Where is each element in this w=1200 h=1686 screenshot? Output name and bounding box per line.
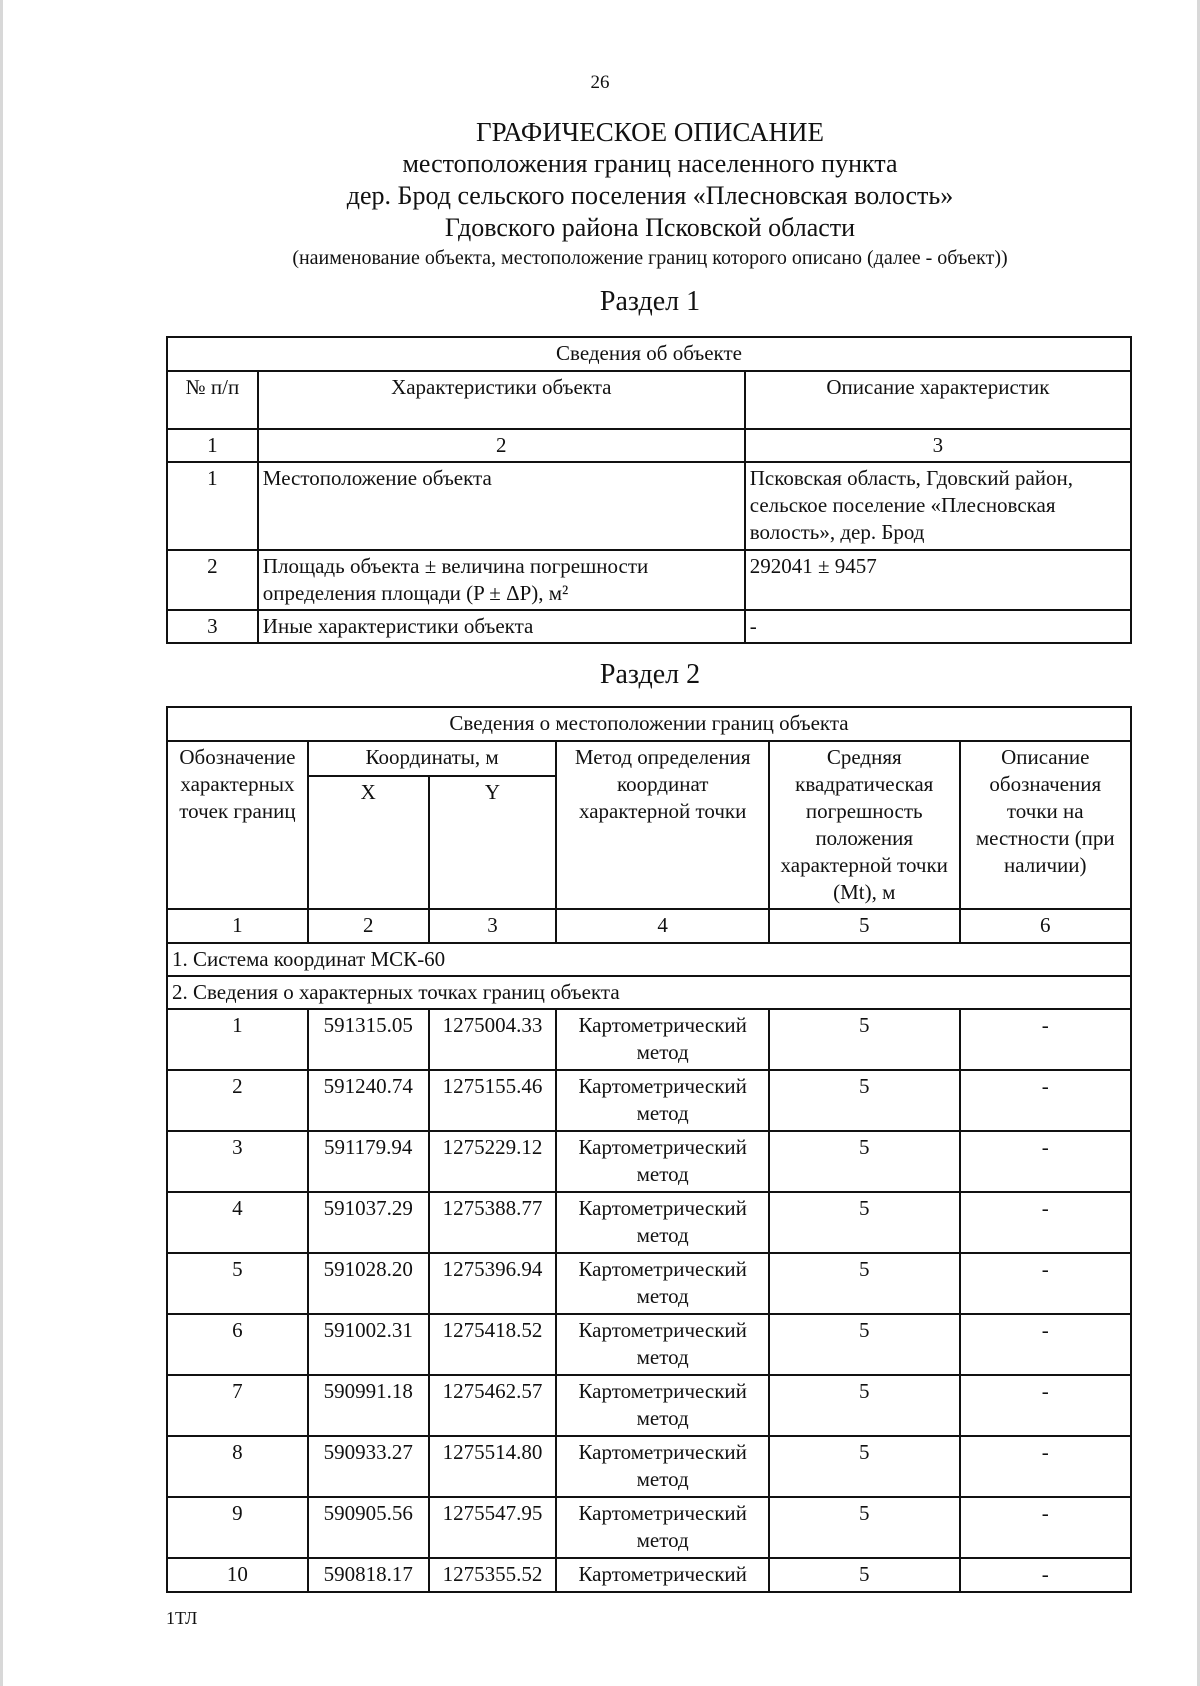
point-x: 590905.56: [308, 1497, 429, 1558]
point-description: -: [960, 1253, 1132, 1314]
title-subtitle: (наименование объекта, местоположение границ которого описано (далее - объект)): [292, 247, 1008, 269]
table-row: [167, 462, 1131, 550]
point-x: 591240.74: [308, 1070, 429, 1131]
point-description: -: [960, 1131, 1132, 1192]
point-number: 4: [167, 1192, 308, 1253]
title-line-1: ГРАФИЧЕСКОЕ ОПИСАНИЕ: [475, 117, 825, 147]
point-mt: 5: [769, 1375, 960, 1436]
object-info-table: [166, 336, 1132, 644]
header-method: Метод определения координат характерной точки: [556, 741, 769, 909]
point-method: Картометрический метод: [556, 1375, 769, 1436]
point-number: 5: [167, 1253, 308, 1314]
points-info-row: 2. Сведения о характерных точках границ объекта: [167, 976, 1131, 1009]
header-description: Описание характеристик: [745, 371, 1131, 429]
table-row: [167, 1375, 1131, 1436]
points-body: [167, 1009, 1131, 1592]
point-method: Картометрический метод: [556, 1314, 769, 1375]
header-y: Y: [429, 776, 557, 909]
col-number: 2: [308, 909, 429, 943]
table-row: [167, 1070, 1131, 1131]
point-number: 2: [167, 1070, 308, 1131]
point-number: 9: [167, 1497, 308, 1558]
point-description: -: [960, 1375, 1132, 1436]
point-mt: 5: [769, 1131, 960, 1192]
point-number: 10: [167, 1558, 308, 1592]
title-line-2: местоположения границ населенного пункта: [402, 149, 898, 178]
point-x: 590991.18: [308, 1375, 429, 1436]
point-mt: 5: [769, 1497, 960, 1558]
point-y: 1275396.94: [429, 1253, 557, 1314]
header-coordinates: Координаты, м: [308, 741, 557, 776]
table-row: [167, 1436, 1131, 1497]
col-number: 2: [258, 429, 745, 462]
point-y: 1275462.57: [429, 1375, 557, 1436]
col-number: 1: [167, 909, 308, 943]
point-method: Картометрический: [556, 1558, 769, 1592]
row-name: Иные характеристики объекта: [258, 610, 745, 643]
point-number: 1: [167, 1009, 308, 1070]
row-value: -: [745, 610, 1131, 643]
point-y: 1275388.77: [429, 1192, 557, 1253]
point-description: -: [960, 1070, 1132, 1131]
header-characteristics: Характеристики объекта: [258, 371, 745, 429]
point-mt: 5: [769, 1192, 960, 1253]
row-value: Псковская область, Гдовский район, сельское поселение «Плесновская волость», дер. Брод: [745, 462, 1131, 550]
header-point-description: Описание обозначения точки на местности (при наличии): [960, 741, 1132, 909]
col-number: 1: [167, 429, 258, 462]
footer-code: 1ТЛ: [166, 1608, 198, 1628]
point-mt: 5: [769, 1009, 960, 1070]
point-mt: 5: [769, 1314, 960, 1375]
point-method: Картометрический метод: [556, 1253, 769, 1314]
point-x: 591028.20: [308, 1253, 429, 1314]
point-x: 590933.27: [308, 1436, 429, 1497]
document-title: [0, 116, 1200, 272]
point-mt: 5: [769, 1253, 960, 1314]
point-method: Картометрический метод: [556, 1192, 769, 1253]
title-line-3: дер. Брод сельского поселения «Плесновская волость»: [346, 181, 954, 210]
point-y: 1275155.46: [429, 1070, 557, 1131]
table-row: [167, 1253, 1131, 1314]
col-number: 3: [745, 429, 1131, 462]
point-description: -: [960, 1009, 1132, 1070]
point-y: 1275355.52: [429, 1558, 557, 1592]
row-value: 292041 ± 9457: [745, 550, 1131, 610]
table-row: [167, 1192, 1131, 1253]
point-y: 1275547.95: [429, 1497, 557, 1558]
table-row: [167, 1558, 1131, 1592]
table-row: [167, 1314, 1131, 1375]
point-number: 7: [167, 1375, 308, 1436]
point-description: -: [960, 1436, 1132, 1497]
boundary-points-table: [166, 706, 1132, 1593]
table-row: [167, 610, 1131, 643]
point-description: -: [960, 1314, 1132, 1375]
point-number: 8: [167, 1436, 308, 1497]
page-number: 26: [590, 72, 610, 93]
point-description: -: [960, 1497, 1132, 1558]
coordinate-system-row: 1. Система координат МСК-60: [167, 943, 1131, 976]
point-description: -: [960, 1192, 1132, 1253]
point-method: Картометрический метод: [556, 1436, 769, 1497]
point-method: Картометрический метод: [556, 1070, 769, 1131]
row-num: 3: [167, 610, 258, 643]
boundary-table-title: Сведения о местоположении границ объекта: [167, 707, 1131, 741]
point-y: 1275418.52: [429, 1314, 557, 1375]
row-name: Местоположение объекта: [258, 462, 745, 550]
point-x: 591315.05: [308, 1009, 429, 1070]
point-description: -: [960, 1558, 1132, 1592]
header-error: Средняя квадратическая погрешность положения характерной точки (Mt), м: [769, 741, 960, 909]
point-mt: 5: [769, 1436, 960, 1497]
row-num: 2: [167, 550, 258, 610]
point-y: 1275229.12: [429, 1131, 557, 1192]
point-y: 1275514.80: [429, 1436, 557, 1497]
point-x: 591037.29: [308, 1192, 429, 1253]
point-mt: 5: [769, 1558, 960, 1592]
point-x: 591179.94: [308, 1131, 429, 1192]
point-method: Картометрический метод: [556, 1497, 769, 1558]
point-number: 3: [167, 1131, 308, 1192]
point-method: Картометрический метод: [556, 1009, 769, 1070]
header-point: Обозначение характерных точек границ: [167, 741, 308, 909]
col-number: 3: [429, 909, 557, 943]
point-x: 591002.31: [308, 1314, 429, 1375]
table-row: [167, 550, 1131, 610]
point-x: 590818.17: [308, 1558, 429, 1592]
point-mt: 5: [769, 1070, 960, 1131]
table-row: [167, 1131, 1131, 1192]
section-2-title: Раздел 2: [599, 659, 701, 690]
object-info-table-title: Сведения об объекте: [167, 337, 1131, 371]
section-1-title: Раздел 1: [599, 286, 701, 317]
point-method: Картометрический метод: [556, 1131, 769, 1192]
header-num: № п/п: [167, 371, 258, 429]
col-number: 4: [556, 909, 769, 943]
table-row: [167, 1497, 1131, 1558]
header-x: X: [308, 776, 429, 909]
point-y: 1275004.33: [429, 1009, 557, 1070]
row-num: 1: [167, 462, 258, 550]
title-line-4: Гдовского района Псковской области: [444, 213, 856, 242]
col-number: 5: [769, 909, 960, 943]
row-name: Площадь объекта ± величина погрешности определения площади (P ± ΔP), м²: [258, 550, 745, 610]
point-number: 6: [167, 1314, 308, 1375]
col-number: 6: [960, 909, 1132, 943]
table-row: [167, 1009, 1131, 1070]
